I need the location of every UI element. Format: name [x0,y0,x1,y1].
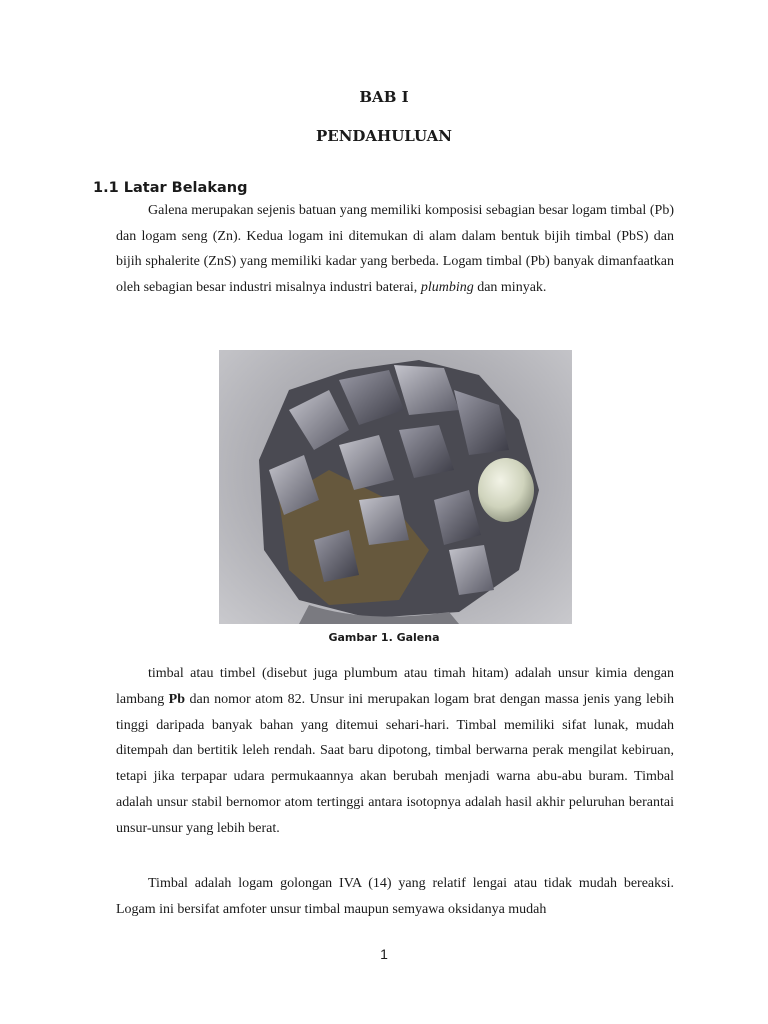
galena-photo [219,350,572,624]
paragraph-2-text: timbal atau timbel (disebut juga plumbum atau timah hitam) adalah unsur kimia dengan lambang [116,666,674,707]
chapter-number: BAB I [359,88,409,106]
page-number: 1 [380,946,388,962]
paragraph-1-italic-term: plumbing [420,279,474,295]
paragraph-1 [116,198,674,300]
chapter-title: PENDAHULUAN [315,127,453,145]
paragraph-1-text: Galena merupakan sejenis batuan yang memiliki komposisi sebagian besar logam timbal (Pb) dan logam seng (Zn). Kedua logam ini ditemukan di alam dalam bentuk bijih timbal (PbS) dan bijih sphalerite (ZnS) yang memiliki kadar yang berbeda. Logam timbal (Pb) banyak dimanfaatkan oleh sebagian besar industri misalnya industri baterai, [116,203,674,295]
paragraph-2-symbol: Pb [168,691,186,707]
figure-caption: Gambar 1. Galena [328,631,440,644]
paragraph-2-tail: dan nomor atom 82. Unsur ini merupakan logam brat dengan massa jenis yang lebih tinggi daripada banyak bahan yang ditemui sehari-hari. Timbal memiliki sifat lunak, mudah ditempah dan bertitik leleh rendah. Saat baru dipotong, timbal berwarna perak mengilat kebiruan, tetapi jika terpapar udara permukaannya akan berubah menjadi warna abu-abu buram. Timbal adalah unsur stabil bernomor atom tertinggi antara isotopnya adalah hasil akhir peluruhan berantai unsur-unsur yang lebih berat. [116,691,674,836]
section-heading: 1.1 Latar Belakang [93,180,248,196]
galena-illustration [219,350,572,624]
paragraph-1-tail: dan minyak. [473,279,547,295]
paragraph-3: Timbal adalah logam golongan IVA (14) yang relatif lengai atau tidak mudah bereaksi. Logam ini bersifat amfoter unsur timbal maupun semyawa oksidanya mudah [116,876,674,917]
paragraph-2 [116,661,674,842]
